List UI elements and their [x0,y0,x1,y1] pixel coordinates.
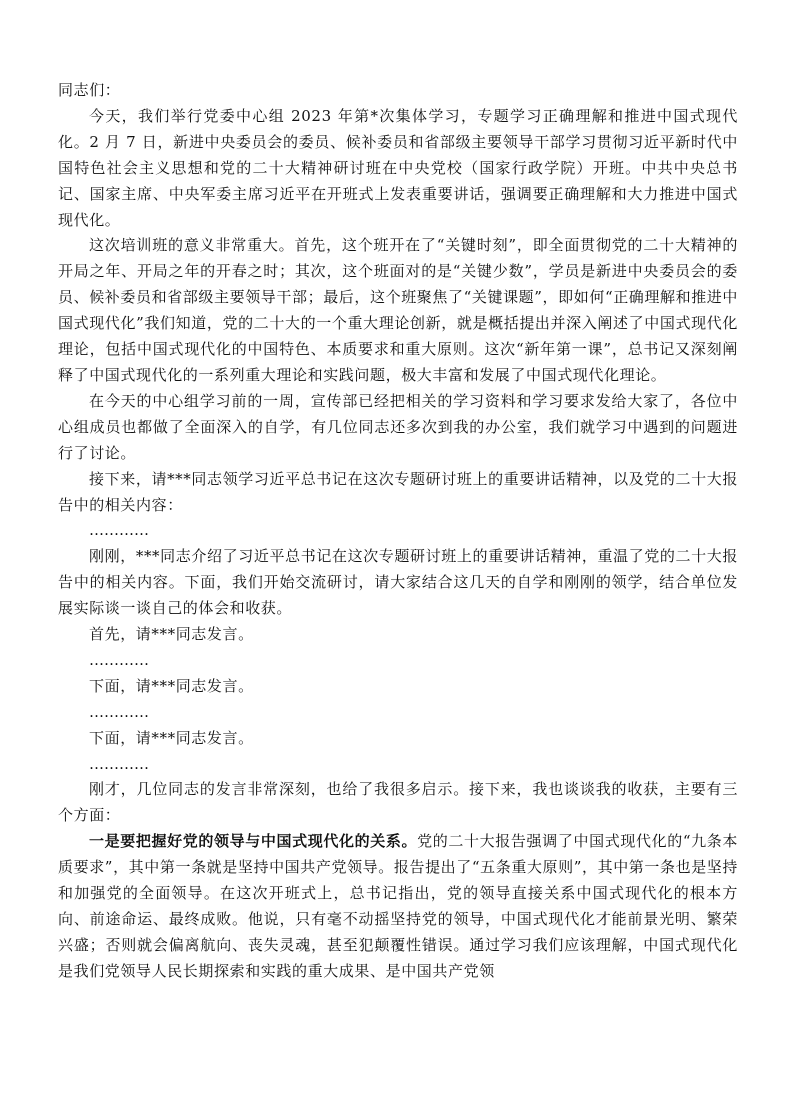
paragraph-opening: 今天，我们举行党委中心组 2023 年第*次集体学习，专题学习正确理解和推进中国式现代化。2 月 7 日，新进中央委员会的委员、候补委员和省部级主要领导干部学习贯彻习近平新时代中国特色社会主义思想和党的二十大精神研讨班在中央党校（国家行政学院）开班。中共中央总书记、国家主席、中央军委主席习近平在开班式上发表重要讲话，强调要正确理解和大力推进中国式现代化。 [58,106,738,229]
paragraph-next-speaker: 下面，请***同志发言。 [89,676,254,695]
paragraph-summary-intro: 刚才，几位同志的发言非常深刻，也给了我很多启示。接下来，我也谈谈我的收获，主要有三个方面： [58,780,738,825]
paragraph-point-one [58,829,738,984]
ellipsis-line: ………… [89,754,149,773]
ellipsis-line: ………… [89,521,149,540]
ellipsis-line: ………… [89,702,149,721]
ellipsis-line: ………… [89,650,149,669]
paragraph-first-speaker: 首先，请***同志发言。 [89,625,254,644]
paragraph-training-significance: 这次培训班的意义非常重大。首先，这个班开在了“关键时刻”，即全面贯彻党的二十大精神的开局之年、开局之年的开春之时；其次，这个班面对的是“关键少数”，学员是新进中央委员会的委员、候补委员和省部级主要领导干部；最后，这个班聚焦了“关键课题”，即如何“正确理解和推进中国式现代化”我们知道，党的二十大的一个重大理论创新，就是概括提出并深入阐述了中国式现代化理论，包括中国式现代化的中国特色、本质要求和重大原则。这次“新年第一课”，总书记又深刻阐释了中国式现代化的一系列重大理论和实践问题，极大丰富和发展了中国式现代化理论。 [58,236,739,384]
paragraph-self-study: 在今天的中心组学习前的一周，宣传部已经把相关的学习资料和学习要求发给大家了，各位中心组成员也都做了全面深入的自学，有几位同志还多次到我的办公室，我们就学习中遇到的问题进行了讨论。 [58,391,738,462]
paragraph-next-speaker: 下面，请***同志发言。 [89,728,254,747]
point-one-heading: 一是要把握好党的领导与中国式现代化的关系。 [89,832,418,851]
paragraph-lead-study: 接下来，请***同志领学习近平总书记在这次专题研讨班上的重要讲话精神，以及党的二十大报告中的相关内容： [58,469,738,514]
point-one-body: 党的二十大报告强调了中国式现代化的“九条本质要求”，其中第一条就是坚持中国共产党领导。报告提出了“五条重大原则”，其中第一条也是坚持和加强党的全面领导。在这次开班式上，总书记指出，党的领导直接关系中国式现代化的根本方向、前途命运、最终成败。他说，只有毫不动摇坚持党的领导，中国式现代化才能前景光明、繁荣兴盛；否则就会偏离航向、丧失灵魂，甚至犯颠覆性错误。通过学习我们应该理解，中国式现代化是我们党领导人民长期探索和实践的重大成果、是中国共产党领 [58,832,739,980]
document-body [58,78,738,985]
salutation: 同志们： [58,81,121,99]
paragraph-discussion-start: 刚刚，***同志介绍了习近平总书记在这次专题研讨班上的重要讲话精神，重温了党的二十大报告中的相关内容。下面，我们开始交流研讨，请大家结合这几天的自学和刚刚的领学，结合单位发展实际谈一谈自己的体会和收获。 [58,547,738,618]
